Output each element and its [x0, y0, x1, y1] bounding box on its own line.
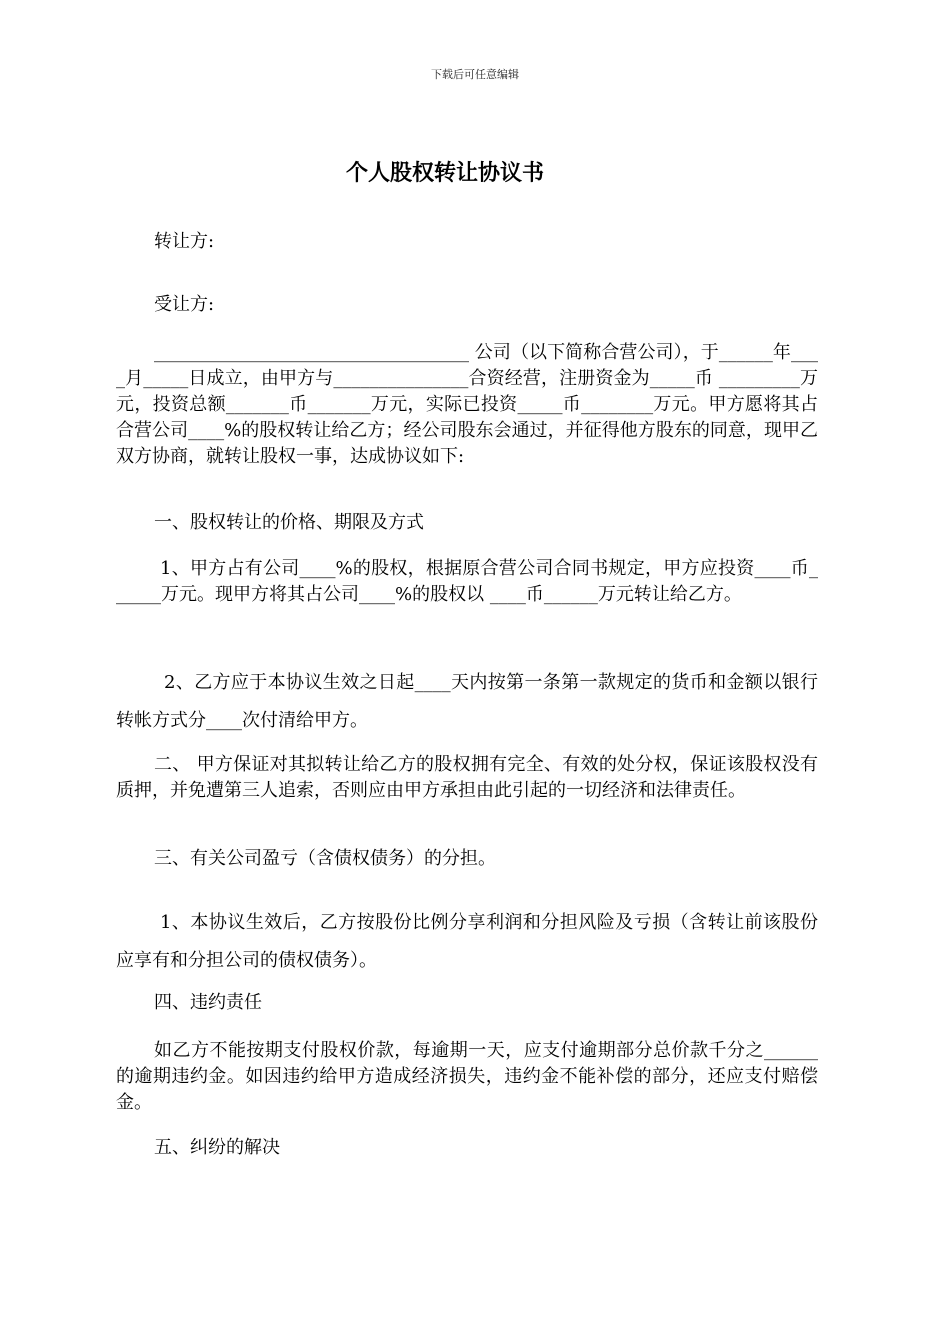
transferee-line: 受让方:: [154, 294, 215, 315]
document-title: 个人股权转让协议书: [345, 161, 544, 186]
section-5-heading: 五、纠纷的解决: [154, 1137, 280, 1158]
section-3-heading: 三、有关公司盈亏（含债权债务）的分担。: [154, 848, 496, 869]
intro-paragraph: ___________________________________ 公司（以下简称合营公司），于______年____月_____日成立，由甲方与_______________合资经营，注册资金为_____币 _________万元，投资总额_______币_______万元，实际已投资_____币________万元。甲方愿将其占合营公司____%的股权转让给乙方；经公司股东会通过，并征得他方股东的同意，现甲乙双方协商，就转让股权一事，达成协议如下:: [116, 342, 818, 467]
section-2: 二、 甲方保证对其拟转让给乙方的股权拥有完全、有效的处分权，保证该股权没有质押，并免遭第三人追索，否则应由甲方承担由此引起的一切经济和法律责任。: [116, 754, 818, 801]
section-1-item-1: 1、甲方占有公司____%的股权，根据原合营公司合同书规定，甲方应投资____币______万元。现甲方将其占公司____%的股权以 ____币______万元转让给乙方。: [116, 558, 818, 605]
section-1-heading: 一、股权转让的价格、期限及方式: [154, 512, 424, 533]
section-3-item-1: 1、本协议生效后，乙方按股份比例分享利润和分担风险及亏损（含转让前该股份应享有和分担公司的债权债务）。: [116, 912, 818, 971]
section-4-body: 如乙方不能按期支付股权价款，每逾期一天，应支付逾期部分总价款千分之______的逾期违约金。如因违约给甲方造成经济损失，违约金不能补偿的部分，还应支付赔偿金。: [116, 1040, 818, 1113]
section-1-item-2: 2、乙方应于本协议生效之日起____天内按第一条第一款规定的货币和金额以银行转帐方式分____次付清给甲方。: [116, 672, 818, 731]
section-4-heading: 四、违约责任: [154, 992, 262, 1013]
header-note: 下载后可任意编辑: [431, 68, 519, 81]
transferor-line: 转让方:: [154, 231, 215, 252]
